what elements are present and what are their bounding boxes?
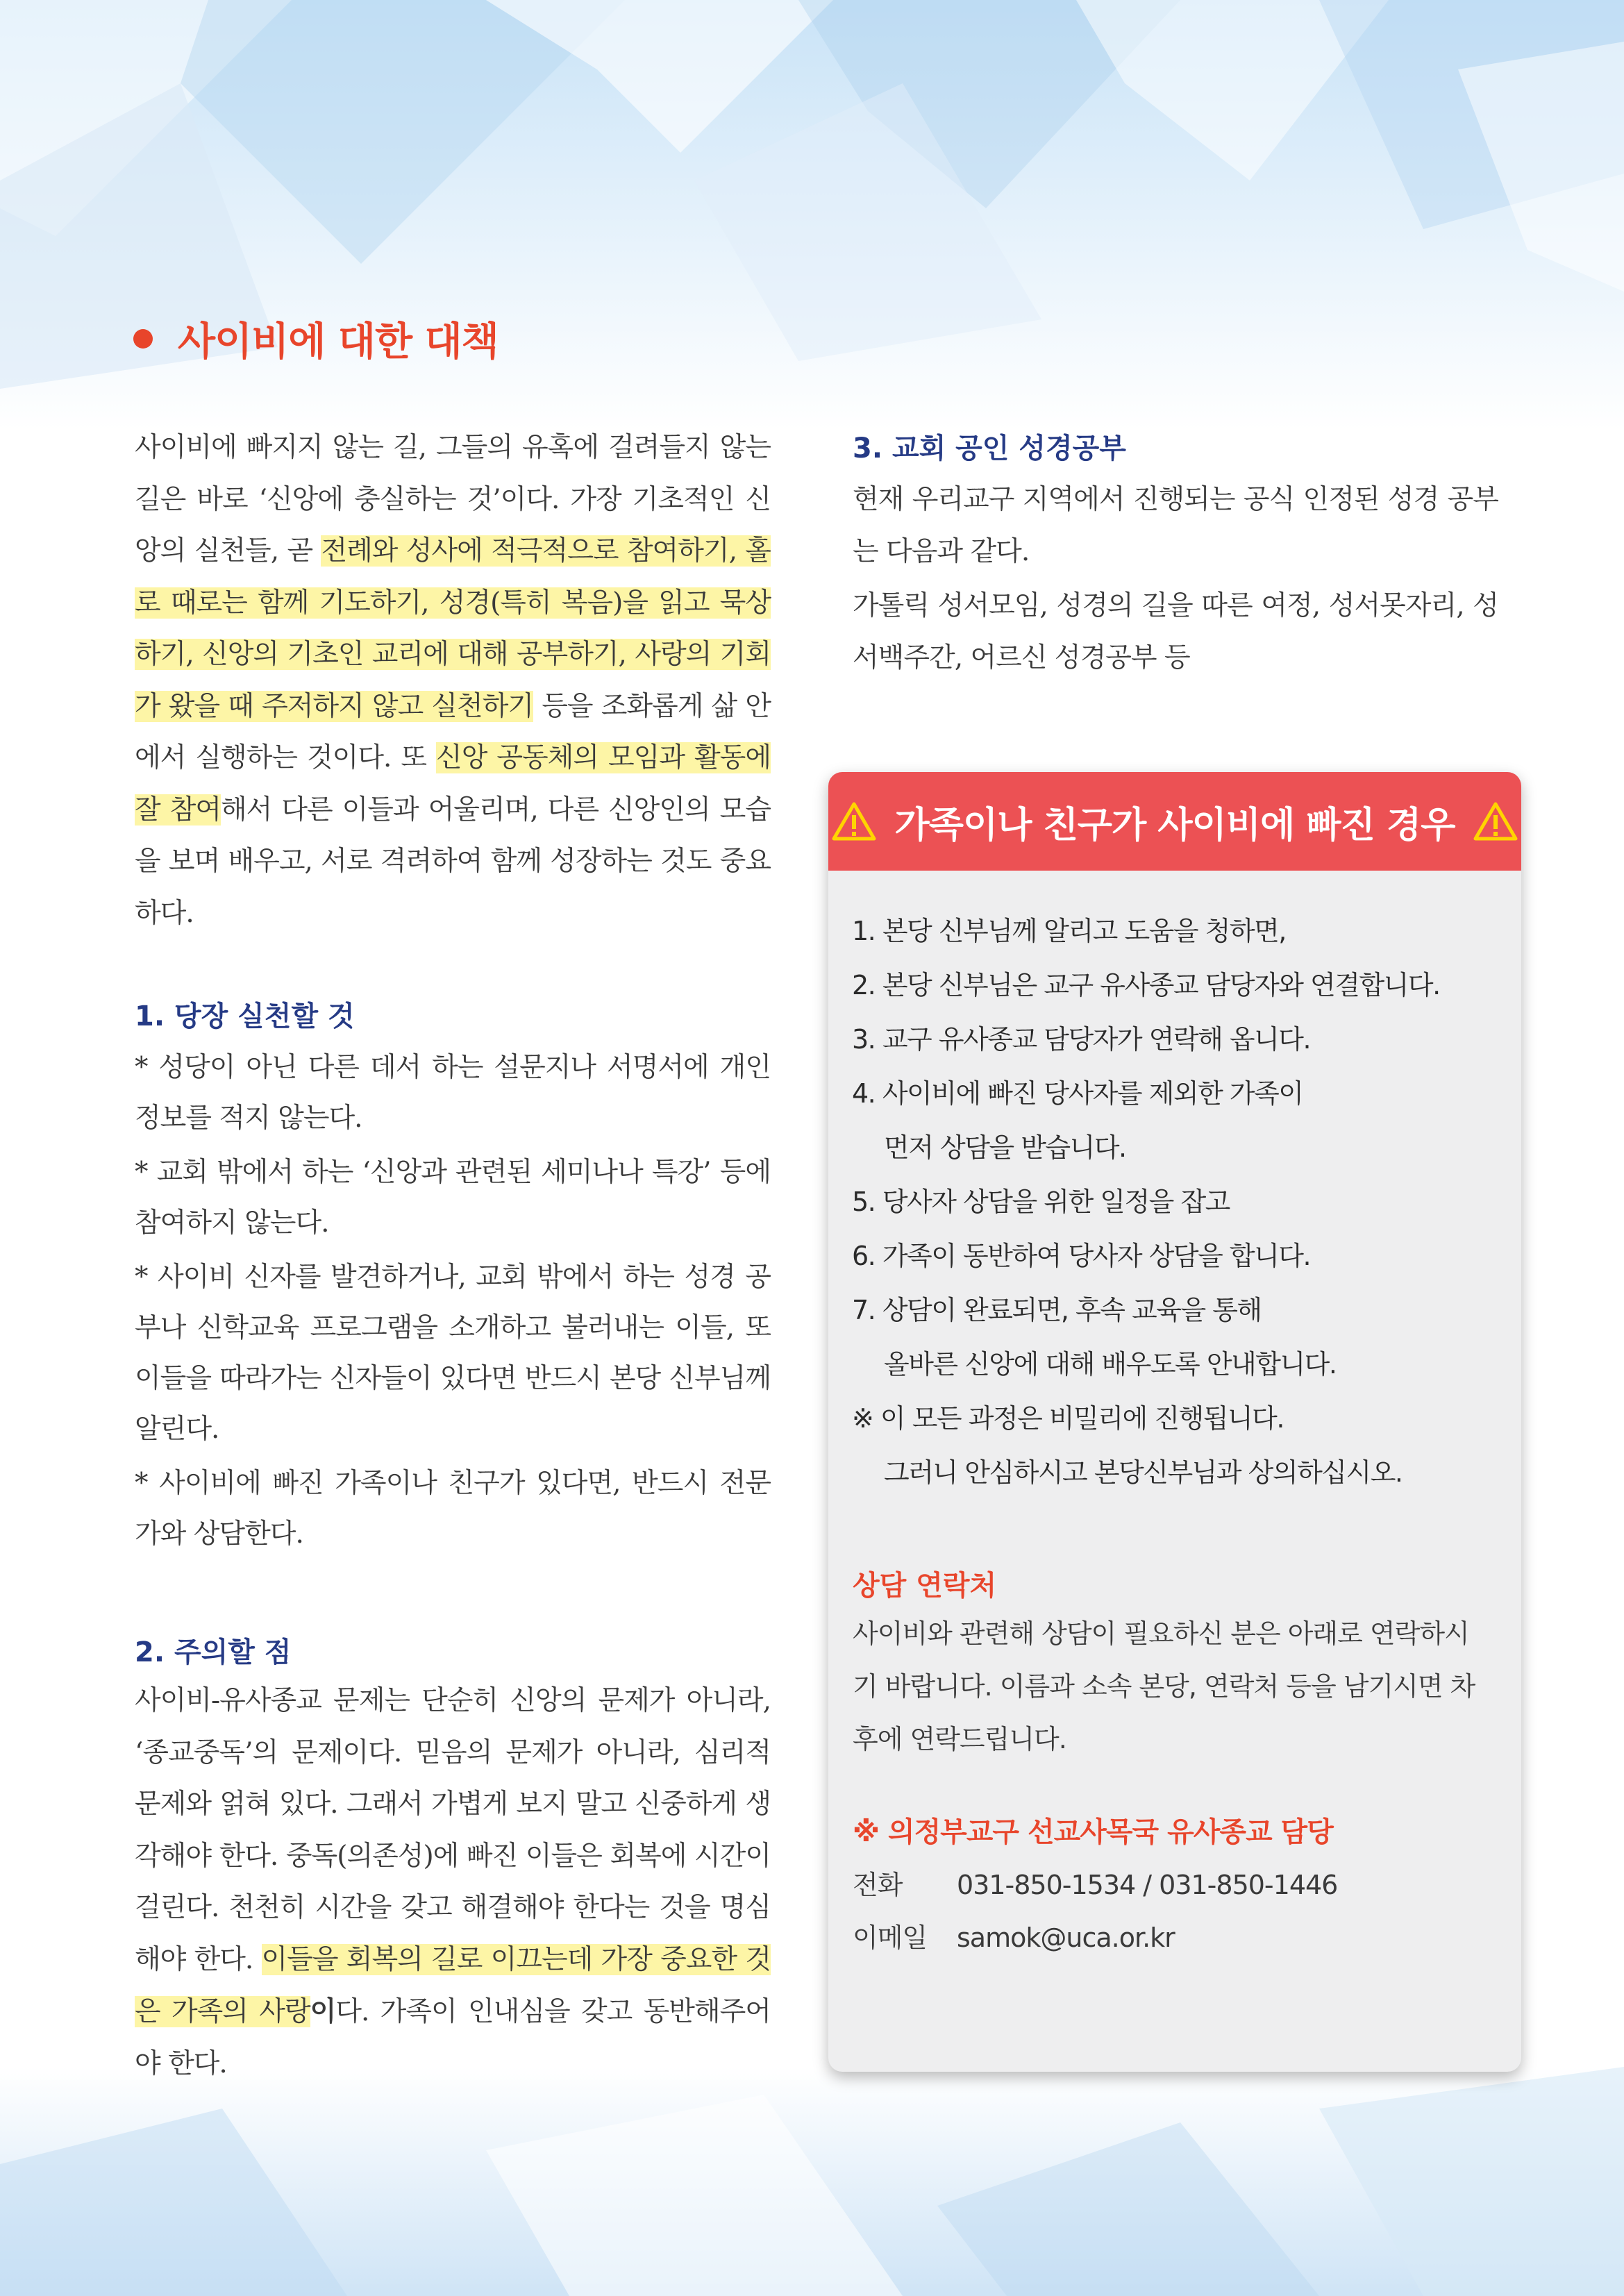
bible-study-list: 가톨릭 성서모임, 성경의 길을 따른 여정, 성서못자리, 성서백주간, 어르신 성경공부 등 — [853, 590, 1498, 673]
list-item: * 교회 밖에서 하는 ‘신앙과 관련된 세미나나 특강’ 등에 참여하지 않는다. — [135, 1157, 771, 1239]
contact-phone-row — [853, 1859, 1491, 1911]
procedure-step: 7. 상담이 완료되면, 후속 교육을 통해 — [852, 1295, 1262, 1325]
practice-list — [135, 1042, 771, 1559]
page-title-text: 사이비에 대한 대책 — [178, 319, 499, 364]
procedure-step: 2. 본당 신부님은 교구 유사종교 담당자와 연결합니다. — [852, 970, 1440, 1000]
section-practice — [135, 994, 771, 1563]
caution-paragraph — [135, 1675, 771, 2090]
section-practice-heading: 1. 당장 실천할 것 — [135, 1000, 355, 1032]
section-caution-heading: 2. 주의할 점 — [135, 1636, 292, 1668]
contact-description: 사이비와 관련해 상담이 필요하신 분은 아래로 연락하시기 바랍니다. 이름과 소속 본당, 연락처 등을 남기시면 차후에 연락드립니다. — [853, 1618, 1475, 1754]
warning-icon — [1473, 801, 1518, 841]
procedure-step: 1. 본당 신부님께 알리고 도움을 청하면, — [852, 916, 1286, 946]
procedure-step: 3. 교구 유사종교 담당자가 연락해 옵니다. — [852, 1024, 1311, 1055]
intro-text: 사이비에 빠지지 않는 길, 그들의 유혹에 걸려들지 않는 길은 바로 ‘신앙에 충실하는 것’이다. 가장 기초적인 신앙의 실천들, 곧 — [135, 432, 771, 567]
caution-text: 다. 가족이 인내심을 갖고 동반해주어야 한다. — [135, 1996, 771, 2079]
warning-header — [828, 772, 1521, 871]
bible-study-intro: 현재 우리교구 지역에서 진행되는 공식 인정된 성경 공부는 다음과 같다. — [853, 484, 1498, 567]
procedure-list — [852, 904, 1505, 1500]
phone-label: 전화 — [853, 1870, 903, 1900]
caution-emphasis: 이 — [310, 1995, 336, 2027]
procedure-note-continued: 그러니 안심하시고 본당신부님과 상의하십시오. — [884, 1457, 1403, 1488]
procedure-note: ※ 이 모든 과정은 비밀리에 진행됩니다. — [852, 1403, 1284, 1434]
warning-icon — [831, 801, 877, 841]
email-address[interactable]: samok@uca.or.kr — [957, 1922, 1175, 1953]
procedure-step-continued: 올바른 신앙에 대해 배우도록 안내합니다. — [884, 1349, 1337, 1380]
procedure-step: 5. 당사자 상담을 위한 일정을 잡고 — [852, 1187, 1230, 1217]
intro-text: 해서 다른 이들과 어울리며, 다른 신앙인의 모습을 보며 배우고, 서로 격려하여 함께 성장하는 것도 중요하다. — [135, 794, 771, 929]
contact-email-row — [853, 1911, 1491, 1964]
list-item: * 사이비 신자를 발견하거나, 교회 밖에서 하는 성경 공부나 신학교육 프로그램을 소개하고 불러내는 이들, 또 이들을 따라가는 신자들이 있다면 반드시 본당 신부님께 알린다. — [135, 1262, 771, 1445]
section-bible-study — [853, 426, 1498, 684]
email-label: 이메일 — [853, 1922, 928, 1953]
procedure-step: 6. 가족이 동반하여 당사자 상담을 합니다. — [852, 1241, 1311, 1271]
intro-paragraph — [135, 422, 771, 939]
phone-number[interactable]: 031-850-1534 / 031-850-1446 — [957, 1870, 1338, 1900]
procedure-step-continued: 먼저 상담을 받습니다. — [884, 1132, 1126, 1163]
page-title — [133, 311, 499, 367]
section-caution — [135, 1630, 771, 2090]
caution-highlight: 이들을 회복의 길로 이끄는데 가장 중요한 것은 가족의 사랑 — [135, 1943, 771, 2027]
intro-highlight: 전례와 성사에 적극적으로 참여하기, 홀로 때로는 함께 기도하기, 성경(특히 복음)을 읽고 묵상하기, 신앙의 기초인 교리에 대해 공부하기, 사랑의 기회가 왔을 때 주저하지 않고 실천하기 — [135, 535, 771, 722]
warning-title: 가족이나 친구가 사이비에 빠진 경우 — [894, 804, 1455, 846]
list-item: * 성당이 아닌 다른 데서 하는 설문지나 서명서에 개인정보를 적지 않는다. — [135, 1052, 771, 1134]
list-item: * 사이비에 빠진 가족이나 친구가 있다면, 반드시 전문가와 상담한다. — [135, 1468, 771, 1550]
section-bible-study-heading: 3. 교회 공인 성경공부 — [853, 433, 1126, 464]
contact-department: ※ 의정부교구 선교사목국 유사종교 담당 — [853, 1816, 1333, 1848]
contact-section — [853, 1564, 1491, 1964]
bullet-dot-icon — [133, 329, 153, 349]
intro-section — [135, 422, 771, 939]
procedure-step: 4. 사이비에 빠진 당사자를 제외한 가족이 — [852, 1078, 1303, 1109]
intro-highlight: 신앙 공동체의 모임과 활동에 잘 참여 — [135, 742, 771, 826]
caution-text: 사이비-유사종교 문제는 단순히 신앙의 문제가 아니라, ‘종교중독’의 문제이다. 믿음의 문제가 아니라, 심리적 문제와 얽혀 있다. 그래서 가볍게 보지 말고 신중하게 생각해야 한다. 중독(의존성)에 빠진 이들은 회복에 시간이 걸린다. 천천히 시간을 갖고 해결해야 한다는 것을 명심해야 한다. — [135, 1685, 771, 1975]
contact-heading: 상담 연락처 — [853, 1570, 997, 1602]
warning-box — [828, 772, 1521, 2072]
intro-text: 등을 조화롭게 삶 안에서 실행하는 것이다. 또 — [135, 690, 771, 773]
